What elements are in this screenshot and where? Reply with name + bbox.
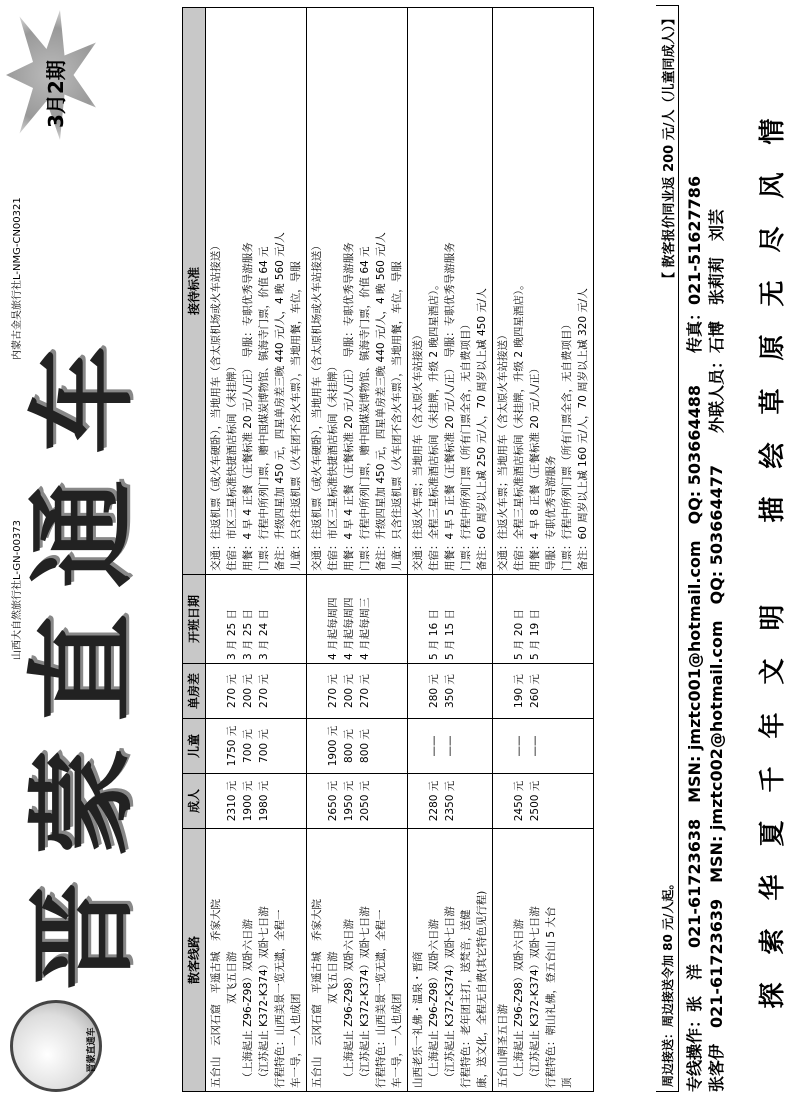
contact-line-1: 专线操作：张 洋 021-61723638 MSN: jmztc001@hotmail.com QQ: 503664488 传真：021-51627786 <box>685 175 704 1092</box>
adult-price-cell-line: 2050 元 <box>359 780 371 822</box>
adult-price-cell <box>307 774 408 829</box>
notice-banner <box>656 5 679 1092</box>
route-cell-line: 行程特色：山西美景一览无遗，全程一 <box>375 909 387 1088</box>
footer-tagline: 探索华夏千年文明 描绘草原无尽风情 <box>758 90 788 1009</box>
departure-date-cell-line: 3 月 24 日 <box>258 608 270 660</box>
standard-cell-line: 备注：升级四星加 450 元，四星单房差三晚 440 元/人，4 晚 560 元/人 <box>274 232 286 571</box>
departure-date-cell <box>307 575 408 664</box>
standard-cell-line: 用餐：4 早 4 正餐（正餐标准 20 元/人/正） 导服：专职优秀导游服务 <box>242 242 254 571</box>
child-price-cell-line: 700 元 <box>258 729 270 763</box>
child-price-cell-line: —— <box>529 735 541 757</box>
route-cell-line: 车一导，一人也成团 <box>290 993 302 1088</box>
route-cell <box>408 829 493 1092</box>
route-cell-line: 山西老乐一礼佛・温泉・晋商 <box>412 951 424 1088</box>
departure-date-cell <box>206 575 307 664</box>
adult-price-cell-line <box>495 777 511 825</box>
contact-block <box>684 7 728 1092</box>
single-room-cell-line: 280 元 <box>428 674 440 708</box>
standard-cell-line: 儿童：只含往返机票（火车团不含火车票），当地用餐，车位，导服 <box>391 261 403 571</box>
route-cell-line: 五台山朝圣五日游 <box>497 1004 509 1088</box>
table-row <box>408 8 493 1092</box>
standard-cell-line: 门票：行程中所列门票，赠中国煤炭博物馆、镇海寺门票，价值 64 元 <box>359 246 371 571</box>
child-price-cell-line: 1900 元 <box>327 725 339 767</box>
single-room-cell-line: 200 元 <box>242 674 254 708</box>
standard-cell-line: 导服：专职优秀导游服务 <box>545 455 557 571</box>
child-price-cell-line: 800 元 <box>343 729 355 763</box>
single-room-cell-line: 270 元 <box>226 674 238 708</box>
route-cell-line: 五台山 云冈石窟 平遥古城 乔家大院 <box>311 899 323 1088</box>
child-price-cell-line: 1750 元 <box>226 725 238 767</box>
header-dates: 开班日期 <box>183 575 206 664</box>
header-adult: 成人 <box>183 774 206 829</box>
route-cell-line: 五台山 云冈石窟 平遥古城 乔家大院 <box>210 899 222 1088</box>
single-room-cell-line: 200 元 <box>343 674 355 708</box>
adult-price-cell-line: 1900 元 <box>242 780 254 822</box>
standard-cell-line: 用餐：4 早 4 正餐（正餐标准 20 元/人/正） 导服：专职优秀导游服务 <box>343 242 355 571</box>
standard-cell-line: 儿童：只含往返机票（火车团不含火车票），当地用餐，车位，导服 <box>290 261 302 571</box>
route-cell-line: 行程特色：老年团主打，送梵音，送健 <box>460 909 472 1088</box>
child-price-cell-line <box>208 722 224 770</box>
header-route: 散客线路 <box>183 829 206 1092</box>
departure-date-cell-line <box>495 578 511 660</box>
standard-cell-line: 住宿：市区三星标准快捷酒店标间（未挂牌） <box>226 361 238 571</box>
single-room-cell-line: 270 元 <box>359 674 371 708</box>
route-cell-line: （上海起止 Z96-Z98）双卧六日游 <box>513 919 525 1088</box>
departure-date-cell-line <box>208 578 224 660</box>
table-row <box>206 8 307 1092</box>
departure-date-cell-line: 5 月 20 日 <box>513 608 525 660</box>
standard-cell-line: 备注：60 周岁以上减 160 元/人，70 周岁以上减 320 元/人 <box>577 288 589 571</box>
adult-price-cell-line: 1950 元 <box>343 780 355 822</box>
standard-cell-line: 住宿：市区三星标准快捷酒店标间（未挂牌） <box>327 361 339 571</box>
route-cell-line: （江苏起止 K372-K374）双卧七日游 <box>529 906 541 1088</box>
route-cell-line: 行程特色：朝山礼佛，登五台山 5 大台 <box>545 906 557 1088</box>
single-room-cell-line <box>495 667 511 715</box>
adult-price-cell-line: 2310 元 <box>226 780 238 822</box>
single-room-cell-line: 350 元 <box>444 674 456 708</box>
single-room-cell <box>493 664 594 719</box>
standard-cell-line: 住宿：全程三星标准酒店标间（未挂牌，升级 2 晚四星酒店）。 <box>428 279 440 571</box>
route-cell <box>307 829 408 1092</box>
single-room-cell <box>206 664 307 719</box>
child-price-cell <box>206 719 307 774</box>
adult-price-cell-line <box>410 777 426 825</box>
table-row <box>307 8 408 1092</box>
adult-price-cell-line: 2500 元 <box>529 780 541 822</box>
child-price-cell-line <box>309 722 325 770</box>
standard-cell-line: 备注：60 周岁以上减 250 元/人，70 周岁以上减 450 元/人 <box>476 288 488 571</box>
route-cell-line: 车一导，一人也成团 <box>391 993 403 1088</box>
route-cell-line: 双飞五日游 <box>327 951 339 1088</box>
adult-price-cell <box>206 774 307 829</box>
route-cell-line: 顶 <box>561 1077 573 1088</box>
route-cell-line: 行程特色：山西美景一览无遗，全程一 <box>274 909 286 1088</box>
header-child: 儿童 <box>183 719 206 774</box>
adult-price-cell-line: 1980 元 <box>258 780 270 822</box>
standard-cell-line: 用餐：4 早 8 正餐（正餐标准 20 元/人/正） <box>529 363 541 571</box>
standard-cell <box>493 8 594 575</box>
departure-date-cell-line: 5 月 19 日 <box>529 608 541 660</box>
standard-cell-line: 住宿：全程三星标准酒店标间（未挂牌，升级 2 晚四星酒店）。 <box>513 279 525 571</box>
single-room-cell-line: 260 元 <box>529 674 541 708</box>
permit-right: 内蒙古金昊旅行社L-NMG-CN00321 <box>12 197 23 360</box>
table-header-row <box>183 8 206 1092</box>
departure-date-cell-line: 5 月 16 日 <box>428 608 440 660</box>
standard-cell <box>408 8 493 575</box>
single-room-cell-line <box>309 667 325 715</box>
standard-cell <box>307 8 408 575</box>
child-price-cell-line: 800 元 <box>359 729 371 763</box>
departure-date-cell-line: 5 月 15 日 <box>444 608 456 660</box>
permit-left: 山西大自然旅行社L-GN-00373 <box>12 519 23 660</box>
route-cell-line: （上海起止 Z96-Z98）双卧六日游 <box>343 919 355 1088</box>
header-single: 单房差 <box>183 664 206 719</box>
rebate-note: 【 散客报价同业返 200 元/人（儿童同成人）】 <box>662 12 677 285</box>
masthead <box>0 0 180 1100</box>
single-room-cell-line <box>208 667 224 715</box>
header-standard: 接待标准 <box>183 8 206 575</box>
adult-price-cell-line: 2280 元 <box>428 780 440 822</box>
route-cell <box>206 829 307 1092</box>
route-cell-line: （江苏起止 K372-K374）双卧七日游 <box>444 906 456 1088</box>
transfer-note: 周边接送：周边接送令加 80 元/人起。 <box>661 877 675 1087</box>
adult-price-cell-line <box>309 777 325 825</box>
departure-date-cell-line: 4 月起每周四 <box>343 597 355 660</box>
departure-date-cell-line: 3 月 25 日 <box>242 608 254 660</box>
single-room-cell-line: 270 元 <box>258 674 270 708</box>
contact-line-2: 张客伊 021-61723639 MSN: jmztc002@hotmail.com QQ: 503664477 外联人员：石博 张莉莉 刘芸 <box>707 209 726 1092</box>
standard-cell-line: 交通：往返机票（或火车硬卧），当地用车（含太原机场或火车站接送） <box>311 240 323 571</box>
standard-cell-line: 门票：行程中所列门票，赠中国煤炭博物馆、镇海寺门票，价值 64 元 <box>258 246 270 571</box>
departure-date-cell <box>493 575 594 664</box>
single-room-cell-line: 270 元 <box>327 674 339 708</box>
child-price-cell <box>408 719 493 774</box>
single-room-cell-line: 190 元 <box>513 674 525 708</box>
route-cell-line: （上海起止 Z96-Z98）双卧六日游 <box>242 919 254 1088</box>
departure-date-cell-line <box>309 578 325 660</box>
child-price-cell <box>493 719 594 774</box>
route-cell-line: （上海起止 Z96-Z98）双卧六日游 <box>428 919 440 1088</box>
route-cell-line: 双飞五日游 <box>226 951 238 1088</box>
route-cell-line: （江苏起止 K372-K374）双卧七日游 <box>258 906 270 1088</box>
standard-cell-line: 交通：往返火车票；当地用车（含太原火车站接送） <box>412 329 424 571</box>
route-cell-line: 康，送文化，全程无自费(其它特色见行程) <box>476 890 488 1088</box>
child-price-cell-line: —— <box>513 735 525 757</box>
departure-date-cell-line <box>410 578 426 660</box>
issue-number: 3月2期 <box>44 60 68 128</box>
standard-cell-line: 用餐：4 早 5 正餐（正餐标准 20 元/人/正） 导服：专职优秀导游服务 <box>444 242 456 571</box>
single-room-cell <box>408 664 493 719</box>
standard-cell-line: 门票：行程中所列门票（所有门票全含，无自费项目） <box>460 319 472 571</box>
standard-cell <box>206 8 307 575</box>
standard-cell-line: 门票：行程中所列门票（所有门票全含，无自费项目） <box>561 319 573 571</box>
standard-cell-line: 交通：往返火车票；当地用车（含太原火车站接送） <box>497 329 509 571</box>
adult-price-cell-line: 2450 元 <box>513 780 525 822</box>
child-price-cell-line <box>410 722 426 770</box>
child-price-cell-line <box>495 722 511 770</box>
route-table <box>182 7 594 1092</box>
adult-price-cell <box>408 774 493 829</box>
single-room-cell-line <box>410 667 426 715</box>
adult-price-cell-line: 2650 元 <box>327 780 339 822</box>
departure-date-cell-line: 4 月起每周三 <box>359 597 371 660</box>
adult-price-cell-line: 2350 元 <box>444 780 456 822</box>
child-price-cell-line: —— <box>428 735 440 757</box>
standard-cell-line: 备注：升级四星加 450 元，四星单房差三晚 440 元/人，4 晚 560 元/人 <box>375 232 387 571</box>
standard-cell-line: 交通：往返机票（或火车硬卧），当地用车（含太原机场或火车站接送） <box>210 240 222 571</box>
child-price-cell-line: 700 元 <box>242 729 254 763</box>
child-price-cell-line: —— <box>444 735 456 757</box>
masthead-title: 晋蒙直通车 <box>20 319 146 990</box>
child-price-cell <box>307 719 408 774</box>
logo-caption: 晋蒙直通车 <box>87 1027 97 1073</box>
table-row <box>493 8 594 1092</box>
departure-date-cell-line: 4 月起每周四 <box>327 597 339 660</box>
departure-date-cell-line: 3 月 25 日 <box>226 608 238 660</box>
route-cell <box>493 829 594 1092</box>
adult-price-cell-line <box>208 777 224 825</box>
departure-date-cell <box>408 575 493 664</box>
adult-price-cell <box>493 774 594 829</box>
route-cell-line: （江苏起止 K372-K374）双卧七日游 <box>359 906 371 1088</box>
single-room-cell <box>307 664 408 719</box>
